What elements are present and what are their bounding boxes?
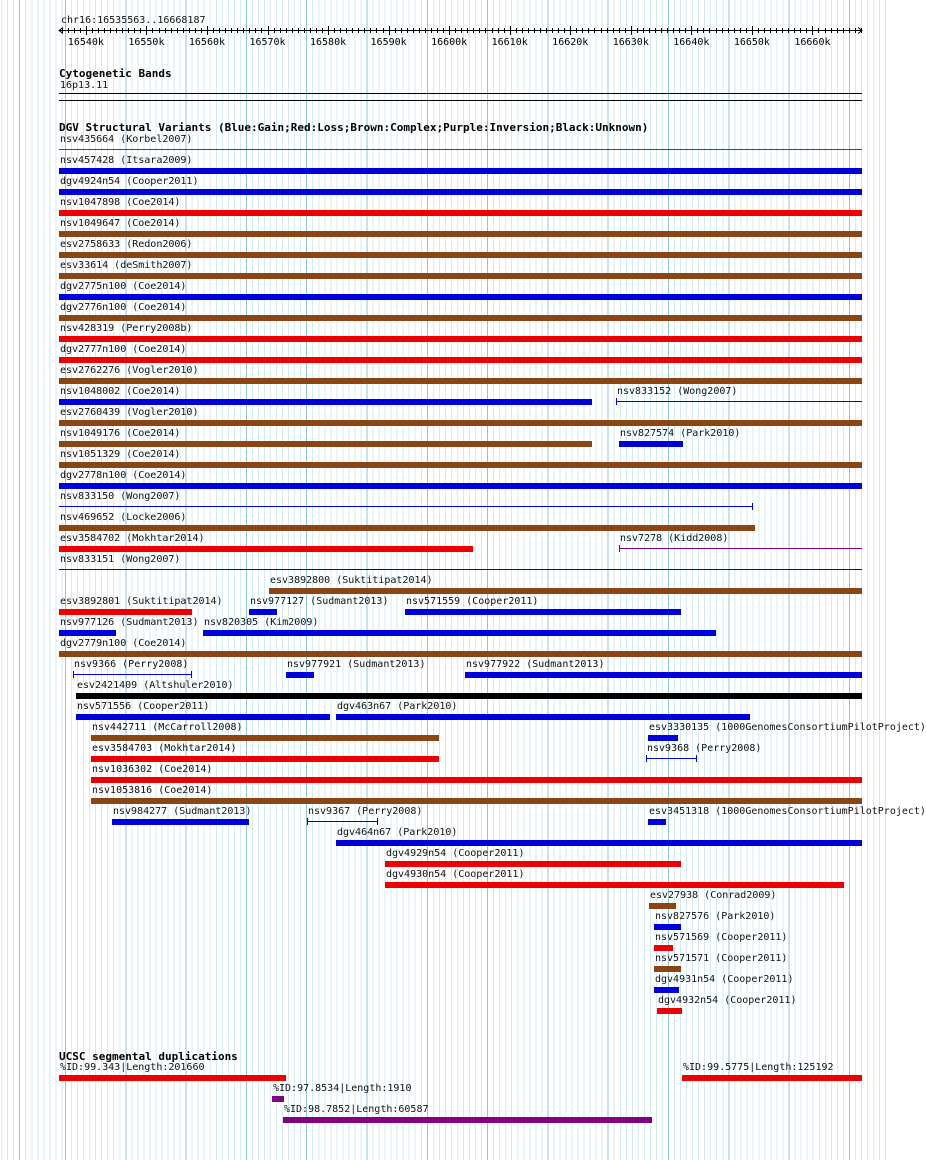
sv-feature-label: nsv827574 (Park2010) — [620, 428, 741, 439]
sv-feature-bar[interactable] — [59, 378, 862, 384]
segdup-feature-label: %ID:98.7852|Length:60587 — [284, 1104, 429, 1115]
sv-feature-bar[interactable] — [307, 821, 377, 822]
sv-feature-bar[interactable] — [76, 714, 330, 720]
sv-feature-bar[interactable] — [59, 210, 862, 216]
sv-feature-label: esv3892800 (Suktitipat2014) — [270, 575, 433, 586]
ruler-tick-label: 16650k — [733, 37, 770, 48]
segdup-track-title: UCSC segmental duplications — [59, 1050, 238, 1063]
sv-feature-label: dgv2777n100 (Coe2014) — [60, 344, 187, 355]
sv-feature-end-cap — [73, 671, 74, 678]
sv-feature-bar[interactable] — [59, 149, 862, 150]
sv-feature-label: esv2421409 (Altshuler2010) — [77, 680, 234, 691]
sv-feature-end-cap — [307, 818, 308, 825]
sv-feature-bar[interactable] — [654, 987, 679, 993]
ruler-tick-label: 16640k — [673, 37, 710, 48]
sv-feature-label: nsv442711 (McCarroll2008) — [92, 722, 243, 733]
sv-feature-label: dgv2776n100 (Coe2014) — [60, 302, 187, 313]
sv-feature-bar[interactable] — [336, 714, 750, 720]
sv-feature-label: dgv4931n54 (Cooper2011) — [655, 974, 794, 985]
sv-feature-bar[interactable] — [203, 630, 716, 636]
sv-feature-label: nsv7278 (Kidd2008) — [620, 533, 729, 544]
sv-feature-label: dgv4924n54 (Cooper2011) — [60, 176, 199, 187]
sv-feature-bar[interactable] — [91, 798, 862, 804]
sv-feature-bar[interactable] — [59, 357, 862, 363]
ruler-axis — [0, 0, 890, 60]
sv-feature-label: nsv469652 (Locke2006) — [60, 512, 187, 523]
sv-feature-bar[interactable] — [616, 401, 862, 402]
ruler-tick-label: 16610k — [491, 37, 528, 48]
dgv-track-title: DGV Structural Variants (Blue:Gain;Red:Loss;Brown:Complex;Purple:Inversion;Black:Unknown) — [59, 121, 649, 134]
sv-feature-label: nsv984277 (Sudmant2013) — [113, 806, 252, 817]
sv-feature-label: dgv4930n54 (Cooper2011) — [386, 869, 525, 880]
sv-feature-bar[interactable] — [654, 966, 681, 972]
sv-feature-label: nsv977126 (Sudmant2013) — [60, 617, 199, 628]
sv-feature-label: esv2758633 (Redon2006) — [60, 239, 193, 250]
sv-feature-bar[interactable] — [654, 924, 681, 930]
sv-feature-label: nsv977921 (Sudmant2013) — [287, 659, 426, 670]
sv-feature-bar[interactable] — [59, 441, 592, 447]
sv-feature-bar[interactable] — [649, 903, 676, 909]
sv-feature-bar[interactable] — [619, 548, 862, 549]
sv-feature-bar[interactable] — [646, 758, 696, 759]
ruler-tick-label: 16660k — [794, 37, 831, 48]
ruler-tick-label: 16550k — [128, 37, 165, 48]
sv-feature-bar[interactable] — [619, 441, 683, 447]
sv-feature-label: nsv1049647 (Coe2014) — [60, 218, 181, 229]
position-label: chr16:16535563..16668187 — [61, 15, 206, 26]
ruler-tick-label: 16540k — [67, 37, 104, 48]
ruler-tick-label: 16590k — [370, 37, 407, 48]
sv-feature-label: dgv2779n100 (Coe2014) — [60, 638, 187, 649]
sv-feature-label: esv2760439 (Vogler2010) — [60, 407, 199, 418]
segdup-feature-bar[interactable] — [283, 1117, 652, 1123]
sv-feature-bar[interactable] — [91, 777, 862, 783]
sv-feature-label: dgv2775n100 (Coe2014) — [60, 281, 187, 292]
cyto-band-line — [59, 93, 862, 94]
sv-feature-bar[interactable] — [59, 609, 192, 615]
sv-feature-label: nsv435664 (Korbel2007) — [60, 134, 193, 145]
sv-feature-bar[interactable] — [648, 819, 666, 825]
sv-feature-label: nsv571559 (Cooper2011) — [406, 596, 539, 607]
sv-feature-bar[interactable] — [59, 336, 862, 342]
sv-feature-label: esv3892801 (Suktitipat2014) — [60, 596, 223, 607]
ruler-tick-label: 16560k — [188, 37, 226, 48]
segdup-feature-label: %ID:99.343|Length:201660 — [60, 1062, 205, 1073]
sv-feature-label: nsv1047898 (Coe2014) — [60, 197, 181, 208]
sv-feature-label: dgv464n67 (Park2010) — [337, 827, 458, 838]
sv-feature-bar[interactable] — [59, 546, 473, 552]
sv-feature-label: dgv4932n54 (Cooper2011) — [658, 995, 797, 1006]
sv-feature-bar[interactable] — [286, 672, 314, 678]
sv-feature-label: nsv9366 (Perry2008) — [74, 659, 189, 670]
sv-feature-bar[interactable] — [59, 483, 862, 489]
sv-feature-bar[interactable] — [73, 674, 191, 675]
sv-feature-bar[interactable] — [336, 840, 862, 846]
cyto-band-label: 16p13.11 — [60, 80, 109, 91]
sv-feature-label: esv3584703 (Mokhtar2014) — [92, 743, 237, 754]
sv-feature-end-cap — [646, 755, 647, 762]
sv-feature-bar[interactable] — [76, 693, 862, 699]
sv-feature-end-cap — [752, 503, 753, 510]
sv-feature-bar[interactable] — [59, 420, 862, 426]
sv-feature-label: nsv1049176 (Coe2014) — [60, 428, 181, 439]
track-separator — [59, 100, 862, 101]
sv-feature-bar[interactable] — [269, 588, 862, 594]
sv-feature-label: nsv833151 (Wong2007) — [60, 554, 181, 565]
sv-feature-bar[interactable] — [59, 399, 592, 405]
sv-feature-end-cap — [191, 671, 192, 678]
sv-feature-bar[interactable] — [465, 672, 862, 678]
sv-feature-bar[interactable] — [249, 609, 277, 615]
sv-feature-label: nsv9368 (Perry2008) — [647, 743, 762, 754]
sv-feature-bar[interactable] — [59, 273, 862, 279]
sv-feature-bar[interactable] — [59, 189, 862, 195]
sv-feature-label: dgv4929n54 (Cooper2011) — [386, 848, 525, 859]
sv-feature-bar[interactable] — [59, 462, 862, 468]
ruler-tick-label: 16570k — [249, 37, 286, 48]
sv-feature-label: dgv463n67 (Park2010) — [337, 701, 458, 712]
sv-feature-bar[interactable] — [59, 315, 862, 321]
sv-feature-bar[interactable] — [59, 294, 862, 300]
segdup-feature-bar[interactable] — [682, 1075, 862, 1081]
sv-feature-label: nsv833152 (Wong2007) — [617, 386, 738, 397]
sv-feature-bar[interactable] — [112, 819, 249, 825]
sv-feature-bar[interactable] — [59, 168, 862, 174]
ruler-tick-label: 16580k — [309, 37, 347, 48]
sv-feature-end-cap — [616, 398, 617, 405]
sv-feature-label: nsv977922 (Sudmant2013) — [466, 659, 605, 670]
sv-feature-bar[interactable] — [654, 945, 673, 951]
sv-feature-label: nsv457428 (Itsara2009) — [60, 155, 193, 166]
sv-feature-bar[interactable] — [91, 735, 439, 741]
sv-feature-bar[interactable] — [59, 630, 116, 636]
segdup-feature-bar[interactable] — [59, 1075, 286, 1081]
ruler-tick-label: 16630k — [612, 37, 649, 48]
sv-feature-bar[interactable] — [59, 525, 755, 531]
sv-feature-label: nsv827576 (Park2010) — [655, 911, 776, 922]
sv-feature-bar[interactable] — [59, 506, 752, 507]
sv-feature-bar[interactable] — [405, 609, 681, 615]
sv-feature-bar[interactable] — [91, 756, 439, 762]
sv-feature-label: nsv571556 (Cooper2011) — [77, 701, 210, 712]
segdup-feature-label: %ID:99.5775|Length:125192 — [683, 1062, 834, 1073]
sv-feature-label: nsv820305 (Kim2009) — [204, 617, 319, 628]
sv-feature-bar[interactable] — [657, 1008, 682, 1014]
cyto-track-title: Cytogenetic Bands — [59, 67, 172, 80]
sv-feature-label: nsv1051329 (Coe2014) — [60, 449, 181, 460]
ruler-tick-label: 16620k — [552, 37, 589, 48]
sv-feature-label: nsv1036302 (Coe2014) — [92, 764, 213, 775]
sv-feature-label: nsv571571 (Cooper2011) — [655, 953, 788, 964]
ruler-tick-label: 16600k — [431, 37, 468, 48]
sv-feature-label: esv3451318 (1000GenomesConsortiumPilotProject) — [649, 806, 926, 817]
sv-feature-label: nsv428319 (Perry2008b) — [60, 323, 193, 334]
sv-feature-end-cap — [696, 755, 697, 762]
sv-feature-bar[interactable] — [59, 651, 862, 657]
sv-feature-label: esv27938 (Conrad2009) — [650, 890, 777, 901]
segdup-feature-bar[interactable] — [272, 1096, 284, 1102]
sv-feature-label: esv3584702 (Mokhtar2014) — [60, 533, 205, 544]
sv-feature-label: nsv977127 (Sudmant2013) — [250, 596, 389, 607]
sv-feature-end-cap — [619, 545, 620, 552]
sv-feature-bar[interactable] — [59, 569, 862, 570]
sv-feature-bar[interactable] — [385, 861, 681, 867]
sv-feature-label: nsv9367 (Perry2008) — [308, 806, 423, 817]
sv-feature-end-cap — [377, 818, 378, 825]
sv-feature-bar[interactable] — [59, 231, 862, 237]
segdup-feature-label: %ID:97.8534|Length:1910 — [273, 1083, 412, 1094]
sv-feature-label: nsv1053816 (Coe2014) — [92, 785, 213, 796]
sv-feature-label: nsv833150 (Wong2007) — [60, 491, 181, 502]
sv-feature-label: dgv2778n100 (Coe2014) — [60, 470, 187, 481]
sv-feature-bar[interactable] — [59, 252, 862, 258]
sv-feature-label: esv33614 (deSmith2007) — [60, 260, 193, 271]
sv-feature-label: nsv1048002 (Coe2014) — [60, 386, 181, 397]
sv-feature-bar[interactable] — [385, 882, 844, 888]
sv-feature-label: esv2762276 (Vogler2010) — [60, 365, 199, 376]
sv-feature-label: nsv571569 (Cooper2011) — [655, 932, 788, 943]
sv-feature-label: esv3330135 (1000GenomesConsortiumPilotProject) — [649, 722, 926, 733]
sv-feature-bar[interactable] — [648, 735, 678, 741]
